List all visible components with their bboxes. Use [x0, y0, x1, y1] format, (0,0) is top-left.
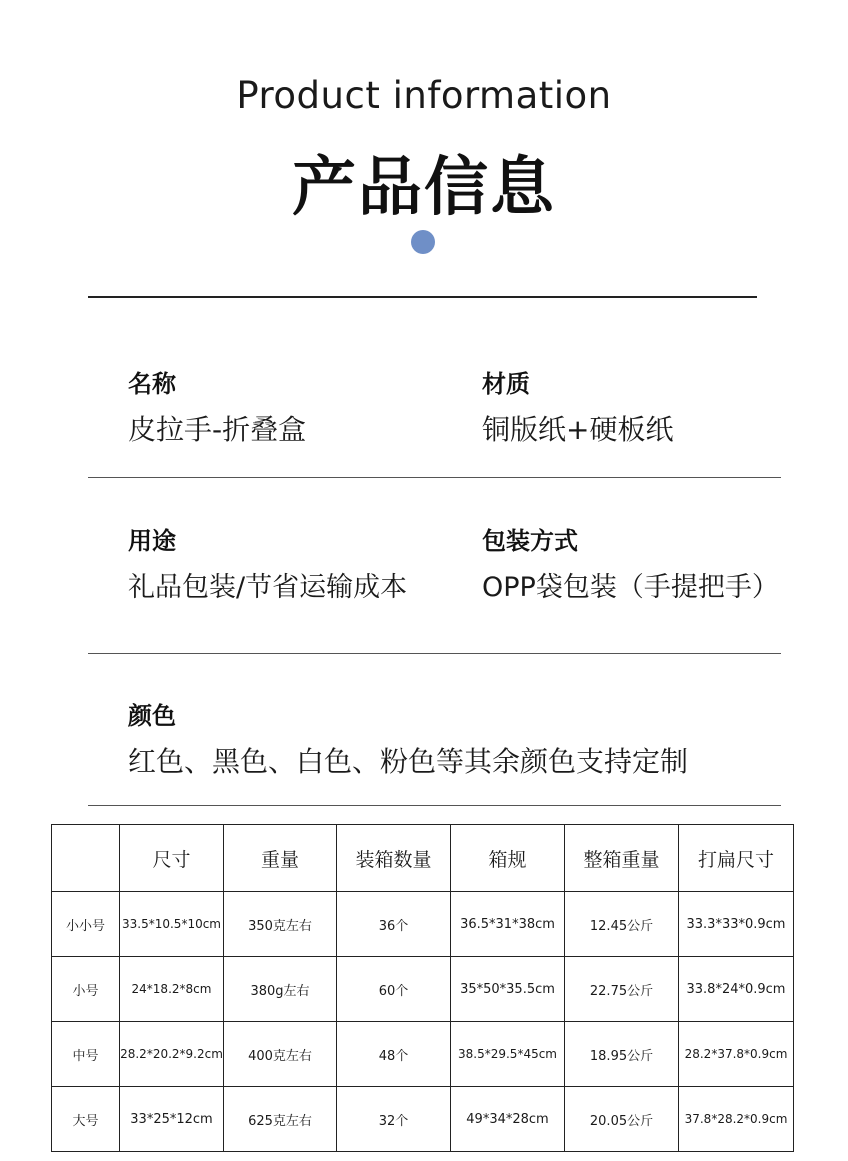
use-label: 用途 — [128, 527, 176, 555]
table-row — [52, 1087, 794, 1152]
table-cell: 60个 — [337, 957, 451, 1022]
table-cell: 33.8*24*0.9cm — [679, 957, 794, 1022]
table-cell: 350克左右 — [224, 892, 337, 957]
material-value: 铜版纸+硬板纸 — [482, 413, 674, 446]
table-cell: 32个 — [337, 1087, 451, 1152]
color-value: 红色、黑色、白色、粉色等其余颜色支持定制 — [128, 745, 689, 778]
table-header-cell: 重量 — [224, 825, 337, 892]
table-cell: 18.95公斤 — [565, 1022, 679, 1087]
table-cell: 20.05公斤 — [565, 1087, 679, 1152]
table-cell: 48个 — [337, 1022, 451, 1087]
table-cell: 36个 — [337, 892, 451, 957]
table-row — [52, 1022, 794, 1087]
title-english: Product information — [236, 74, 612, 117]
name-value: 皮拉手-折叠盒 — [128, 413, 307, 446]
table-cell: 36.5*31*38cm — [451, 892, 565, 957]
size-name-cell: 小小号 — [52, 892, 120, 957]
table-cell: 28.2*37.8*0.9cm — [679, 1022, 794, 1087]
table-cell: 38.5*29.5*45cm — [451, 1022, 565, 1087]
title-chinese: 产品信息 — [292, 151, 556, 225]
table-cell: 33*25*12cm — [120, 1087, 224, 1152]
section-divider — [88, 477, 781, 478]
size-name-cell: 小号 — [52, 957, 120, 1022]
table-cell: 33.5*10.5*10cm — [120, 892, 224, 957]
table-header-cell — [52, 825, 120, 892]
color-label: 颜色 — [128, 702, 176, 730]
table-cell: 37.8*28.2*0.9cm — [679, 1087, 794, 1152]
header-divider — [88, 296, 757, 298]
material-label: 材质 — [482, 370, 530, 398]
table-header-cell: 整箱重量 — [565, 825, 679, 892]
table-cell: 33.3*33*0.9cm — [679, 892, 794, 957]
size-name-cell: 中号 — [52, 1022, 120, 1087]
table-cell: 625克左右 — [224, 1087, 337, 1152]
table-cell: 12.45公斤 — [565, 892, 679, 957]
packing-label: 包装方式 — [482, 527, 578, 555]
packing-value: OPP袋包装（手提把手） — [482, 572, 779, 603]
table-header-cell: 装箱数量 — [337, 825, 451, 892]
table-row — [52, 892, 794, 957]
table-row — [52, 957, 794, 1022]
name-label: 名称 — [128, 370, 176, 398]
table-cell: 24*18.2*8cm — [120, 957, 224, 1022]
accent-dot — [411, 230, 435, 254]
table-cell: 49*34*28cm — [451, 1087, 565, 1152]
table-header-cell: 箱规 — [451, 825, 565, 892]
section-divider — [88, 805, 781, 806]
table-header-row — [52, 825, 794, 892]
table-cell: 28.2*20.2*9.2cm — [120, 1022, 224, 1087]
size-name-cell: 大号 — [52, 1087, 120, 1152]
use-value: 礼品包装/节省运输成本 — [128, 572, 408, 603]
table-header-cell: 打扁尺寸 — [679, 825, 794, 892]
table-cell: 400克左右 — [224, 1022, 337, 1087]
table-header-cell: 尺寸 — [120, 825, 224, 892]
spec-table — [51, 824, 794, 1152]
table-cell: 380g左右 — [224, 957, 337, 1022]
table-cell: 22.75公斤 — [565, 957, 679, 1022]
section-divider — [88, 653, 781, 654]
table-cell: 35*50*35.5cm — [451, 957, 565, 1022]
